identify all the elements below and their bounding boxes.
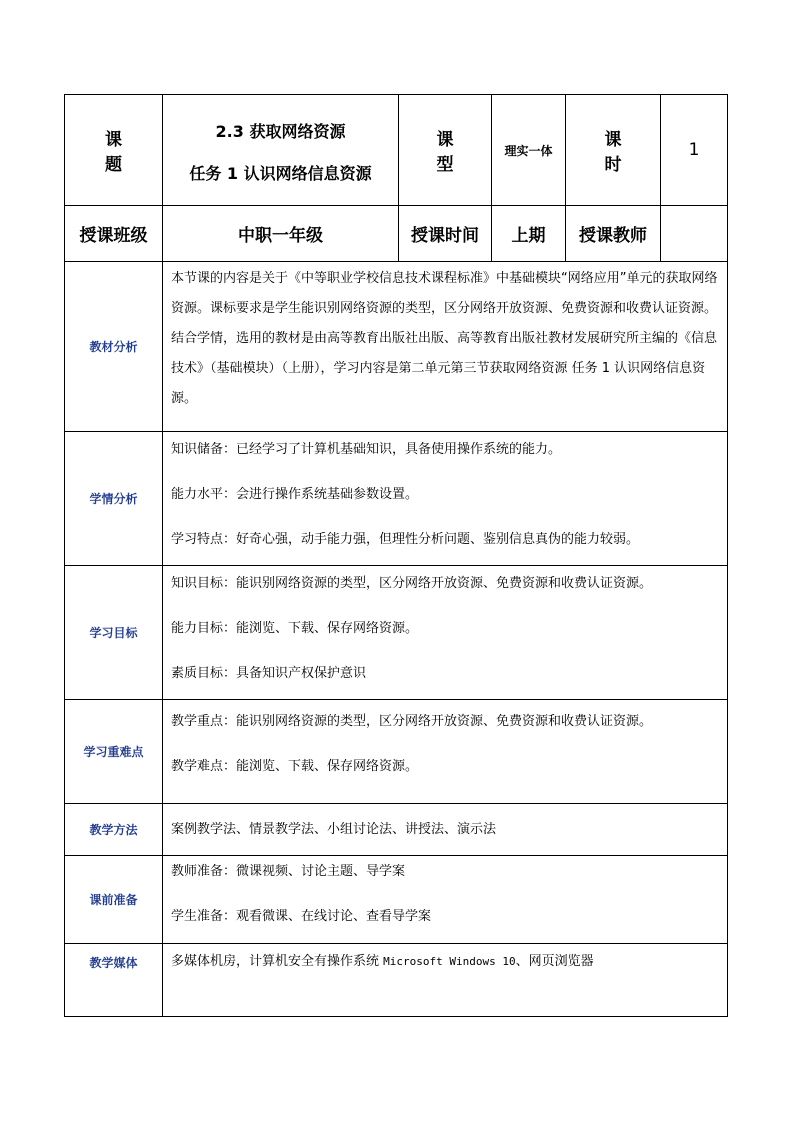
preparation-teacher: 教师准备：微课视频、讨论主题、导学案 xyxy=(171,864,406,879)
lesson-title-line2: 任务 1 认识网络信息资源 xyxy=(189,164,372,183)
material-text: 本节课的内容是关于《中等职业学校信息技术课程标准》中基础模块“网络应用”单元的获取网络资源。课标要求是学生能识别网络资源的类型，区分网络开放资源、免费资源和收费认证资源。结合学情，选用的教材是由高等教育出版社出版、高等教育出版社教材发展研究所主编的《信息技术》（基础模块）（上册），学习内容是第二单元第三节获取网络资源 任务 1 认识网络信息资源。 xyxy=(171,271,718,406)
media-row xyxy=(65,944,728,1017)
lesson-plan-table xyxy=(64,94,728,1017)
preparation-row xyxy=(65,856,728,944)
keypoints-label: 学习重难点 xyxy=(65,700,163,804)
objectives-content xyxy=(163,566,728,700)
methods-label: 教学方法 xyxy=(65,804,163,856)
topic-label: 课 题 xyxy=(65,95,163,206)
class-label: 授课班级 xyxy=(65,206,163,262)
students-content xyxy=(163,432,728,566)
hours-label: 课 时 xyxy=(566,95,661,206)
keypoints-row xyxy=(65,700,728,804)
students-knowledge: 知识储备：已经学习了计算机基础知识，具备使用操作系统的能力。 xyxy=(171,442,562,457)
lesson-title-cell xyxy=(163,95,399,206)
keypoints-content xyxy=(163,700,728,804)
preparation-label: 课前准备 xyxy=(65,856,163,944)
material-row xyxy=(65,262,728,432)
students-label: 学情分析 xyxy=(65,432,163,566)
students-ability: 能力水平：会进行操作系统基础参数设置。 xyxy=(171,487,419,502)
class-value: 中职一年级 xyxy=(163,206,399,262)
students-row xyxy=(65,432,728,566)
preparation-student: 学生准备：观看微课、在线讨论、查看导学案 xyxy=(171,909,432,924)
objective-knowledge: 知识目标：能识别网络资源的类型，区分网络开放资源、免费资源和收费认证资源。 xyxy=(171,576,653,591)
keypoint-difficulty: 教学难点：能浏览、下载、保存网络资源。 xyxy=(171,759,419,774)
type-label: 课 型 xyxy=(399,95,492,206)
objective-ability: 能力目标：能浏览、下载、保存网络资源。 xyxy=(171,621,419,636)
objectives-row xyxy=(65,566,728,700)
teacher-label: 授课教师 xyxy=(566,206,661,262)
hours-value: 1 xyxy=(661,95,728,206)
media-text-suffix: 、网页浏览器 xyxy=(515,954,594,969)
lesson-title-line1: 2.3 获取网络资源 xyxy=(215,122,346,141)
time-value: 上期 xyxy=(492,206,566,262)
media-content xyxy=(163,944,728,1017)
objective-quality: 素质目标：具备知识产权保护意识 xyxy=(171,666,367,681)
material-content xyxy=(163,262,728,432)
header-row-2 xyxy=(65,206,728,262)
methods-row xyxy=(65,804,728,856)
type-value: 理实一体 xyxy=(492,95,566,206)
material-label: 教材分析 xyxy=(65,262,163,432)
media-text-prefix: 多媒体机房，计算机安全有操作系统 xyxy=(171,954,384,969)
teacher-value xyxy=(661,206,728,262)
methods-content xyxy=(163,804,728,856)
media-os-name: Microsoft Windows 10 xyxy=(383,955,516,968)
students-traits: 学习特点：好奇心强，动手能力强，但理性分析问题、鉴别信息真伪的能力较弱。 xyxy=(171,532,640,547)
media-label: 教学媒体 xyxy=(65,944,163,1017)
media-text xyxy=(171,952,721,972)
objectives-label: 学习目标 xyxy=(65,566,163,700)
methods-text: 案例教学法、情景教学法、小组讨论法、讲授法、演示法 xyxy=(171,821,497,837)
preparation-content xyxy=(163,856,728,944)
time-label: 授课时间 xyxy=(399,206,492,262)
keypoint-focus: 教学重点：能识别网络资源的类型，区分网络开放资源、免费资源和收费认证资源。 xyxy=(171,714,653,729)
header-row-1 xyxy=(65,95,728,206)
